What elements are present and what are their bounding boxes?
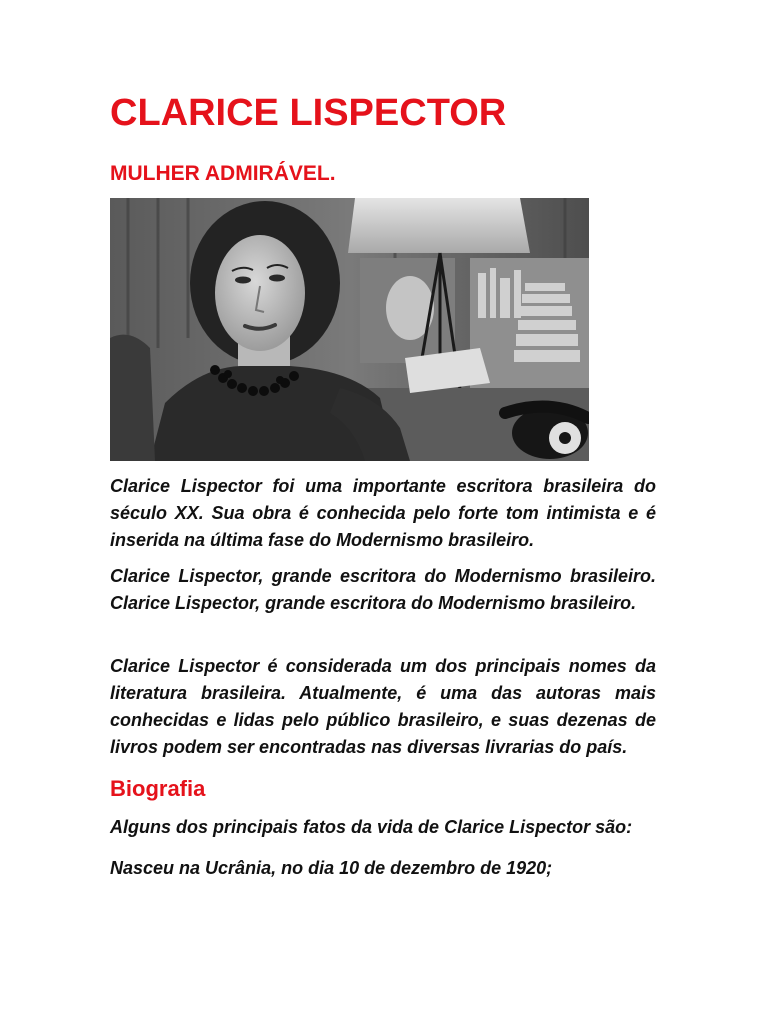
- section-heading-biografia: Biografia: [110, 776, 206, 801]
- intro-paragraph: Clarice Lispector foi uma importante escritora brasileira do século XX. Sua obra é conhecida pelo forte tom intimista e é inserida na última fase do Modernismo brasileiro.: [110, 476, 656, 550]
- portrait-photo: [110, 198, 589, 461]
- document-title: CLARICE LISPECTOR: [110, 92, 507, 134]
- repeated-paragraph: Clarice Lispector, grande escritora do Modernismo brasileiro. Clarice Lispector, grande escritora do Modernismo brasileiro.: [110, 566, 656, 613]
- biography-intro: Alguns dos principais fatos da vida de Clarice Lispector são:: [110, 817, 633, 837]
- document-subtitle: MULHER ADMIRÁVEL.: [110, 162, 336, 185]
- biography-fact: Nasceu na Ucrânia, no dia 10 de dezembro de 1920;: [110, 858, 553, 878]
- legacy-paragraph: Clarice Lispector é considerada um dos principais nomes da literatura brasileira. Atualmente, é uma das autoras mais conhecidas e lidas pelo público brasileiro, e suas dezenas de livros podem ser encontradas nas diversas livrarias do país.: [110, 656, 656, 757]
- portrait-photo-graphic: [110, 198, 589, 461]
